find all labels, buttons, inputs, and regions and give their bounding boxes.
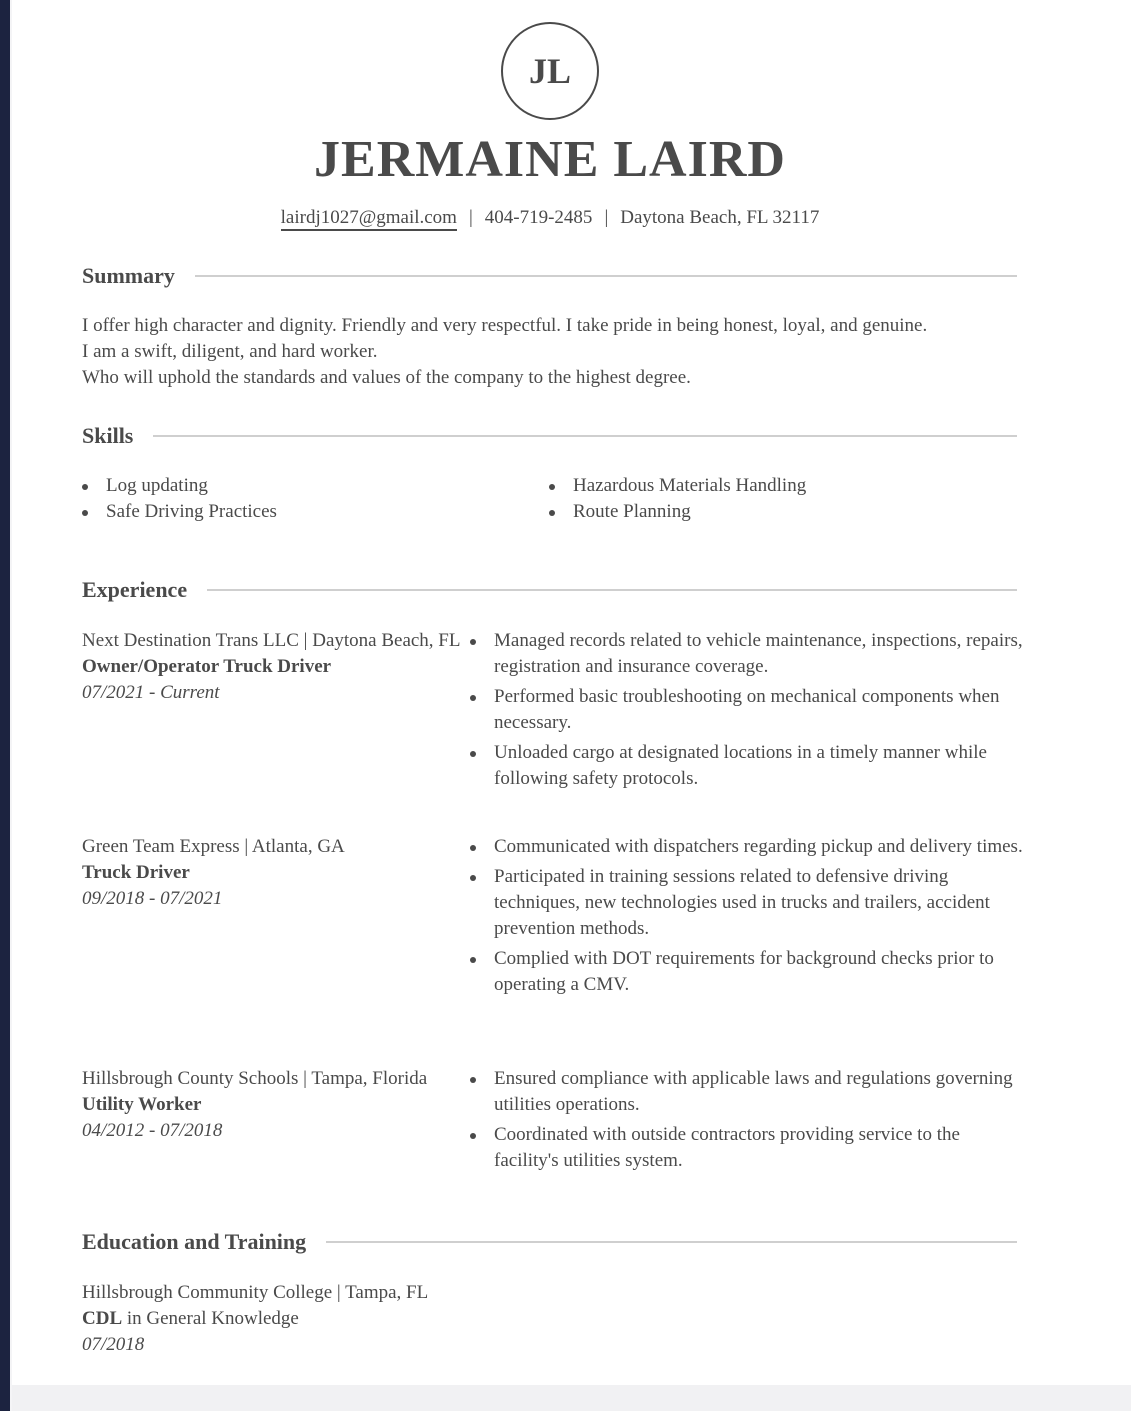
job-dates: 07/2021 - Current — [82, 682, 220, 703]
skill-item: Log updating — [82, 473, 277, 499]
job-duties — [470, 834, 1025, 1002]
job-duty: Participated in training sessions related to defensive driving techniques, new technologies used in trucks and trailers, accident prevention methods. — [470, 864, 1025, 942]
monogram-initials: JL — [528, 51, 571, 91]
skills-list-left — [82, 473, 277, 525]
job-dates: 09/2018 - 07/2021 — [82, 888, 223, 909]
job-duty: Ensured compliance with applicable laws and regulations governing utilities operations. — [470, 1066, 1025, 1118]
job-duty: Managed records related to vehicle maintenance, inspections, repairs, registration and insurance coverage. — [470, 628, 1025, 680]
job-duty: Unloaded cargo at designated locations in a timely manner while following safety protocols. — [470, 740, 1025, 792]
section-divider — [326, 1241, 1017, 1243]
candidate-name: JERMAINE LAIRD — [314, 131, 786, 188]
page-bottom-strip — [12, 1385, 1131, 1411]
contact-separator: | — [604, 207, 609, 228]
left-edge-bar — [0, 0, 10, 1411]
job-title: Truck Driver — [82, 862, 190, 883]
job-duty: Complied with DOT requirements for background checks prior to operating a CMV. — [470, 946, 1025, 998]
skills-list-right — [549, 473, 806, 525]
section-title: Summary — [82, 263, 175, 288]
section-divider — [207, 589, 1017, 591]
job-details — [82, 834, 462, 912]
skills-section-header — [82, 421, 1017, 451]
education-details — [82, 1280, 582, 1358]
job-dates: 04/2012 - 07/2018 — [82, 1120, 223, 1141]
graduation-date: 07/2018 — [82, 1334, 145, 1355]
job-details — [82, 628, 462, 706]
phone-number: 404-719-2485 — [484, 207, 593, 228]
degree-field: in General Knowledge — [122, 1308, 299, 1329]
job-company: Hillsbrough County Schools | Tampa, Florida — [82, 1068, 428, 1089]
contact-separator: | — [468, 207, 473, 228]
school-name: Hillsbrough Community College | Tampa, FL — [82, 1282, 429, 1303]
job-company: Green Team Express | Atlanta, GA — [82, 836, 345, 857]
job-company: Next Destination Trans LLC | Daytona Beach, FL — [82, 630, 461, 651]
job-details — [82, 1066, 462, 1144]
education-section-header — [82, 1227, 1017, 1257]
location: Daytona Beach, FL 32117 — [620, 207, 820, 228]
resume-page — [12, 0, 1131, 1385]
email-link[interactable]: lairdj1027@gmail.com — [281, 207, 457, 231]
monogram-badge — [501, 22, 599, 120]
degree-line — [82, 1306, 582, 1332]
job-duty: Coordinated with outside contractors providing service to the facility's utilities system. — [470, 1122, 1025, 1174]
section-title: Education and Training — [82, 1229, 307, 1254]
job-title: Owner/Operator Truck Driver — [82, 656, 332, 677]
summary-line: I offer high character and dignity. Friendly and very respectful. I take pride in being honest, loyal, and genuine. — [82, 315, 928, 336]
job-title: Utility Worker — [82, 1094, 202, 1115]
job-duty: Performed basic troubleshooting on mechanical components when necessary. — [470, 684, 1025, 736]
section-divider — [195, 275, 1017, 277]
experience-section-header — [82, 575, 1017, 605]
section-divider — [153, 435, 1017, 437]
summary-text — [82, 313, 1042, 391]
skill-item: Safe Driving Practices — [82, 499, 277, 525]
summary-line: I am a swift, diligent, and hard worker. — [82, 341, 378, 362]
skill-item: Hazardous Materials Handling — [549, 473, 806, 499]
skill-item: Route Planning — [549, 499, 806, 525]
job-duty: Communicated with dispatchers regarding pickup and delivery times. — [470, 834, 1025, 860]
contact-line — [12, 205, 1088, 231]
summary-line: Who will uphold the standards and values of the company to the highest degree. — [82, 367, 691, 388]
job-duties — [470, 628, 1025, 796]
section-title: Experience — [82, 577, 188, 602]
degree-name: CDL — [82, 1308, 123, 1329]
summary-section-header — [82, 261, 1017, 291]
job-duties — [470, 1066, 1025, 1178]
section-title: Skills — [82, 423, 134, 448]
